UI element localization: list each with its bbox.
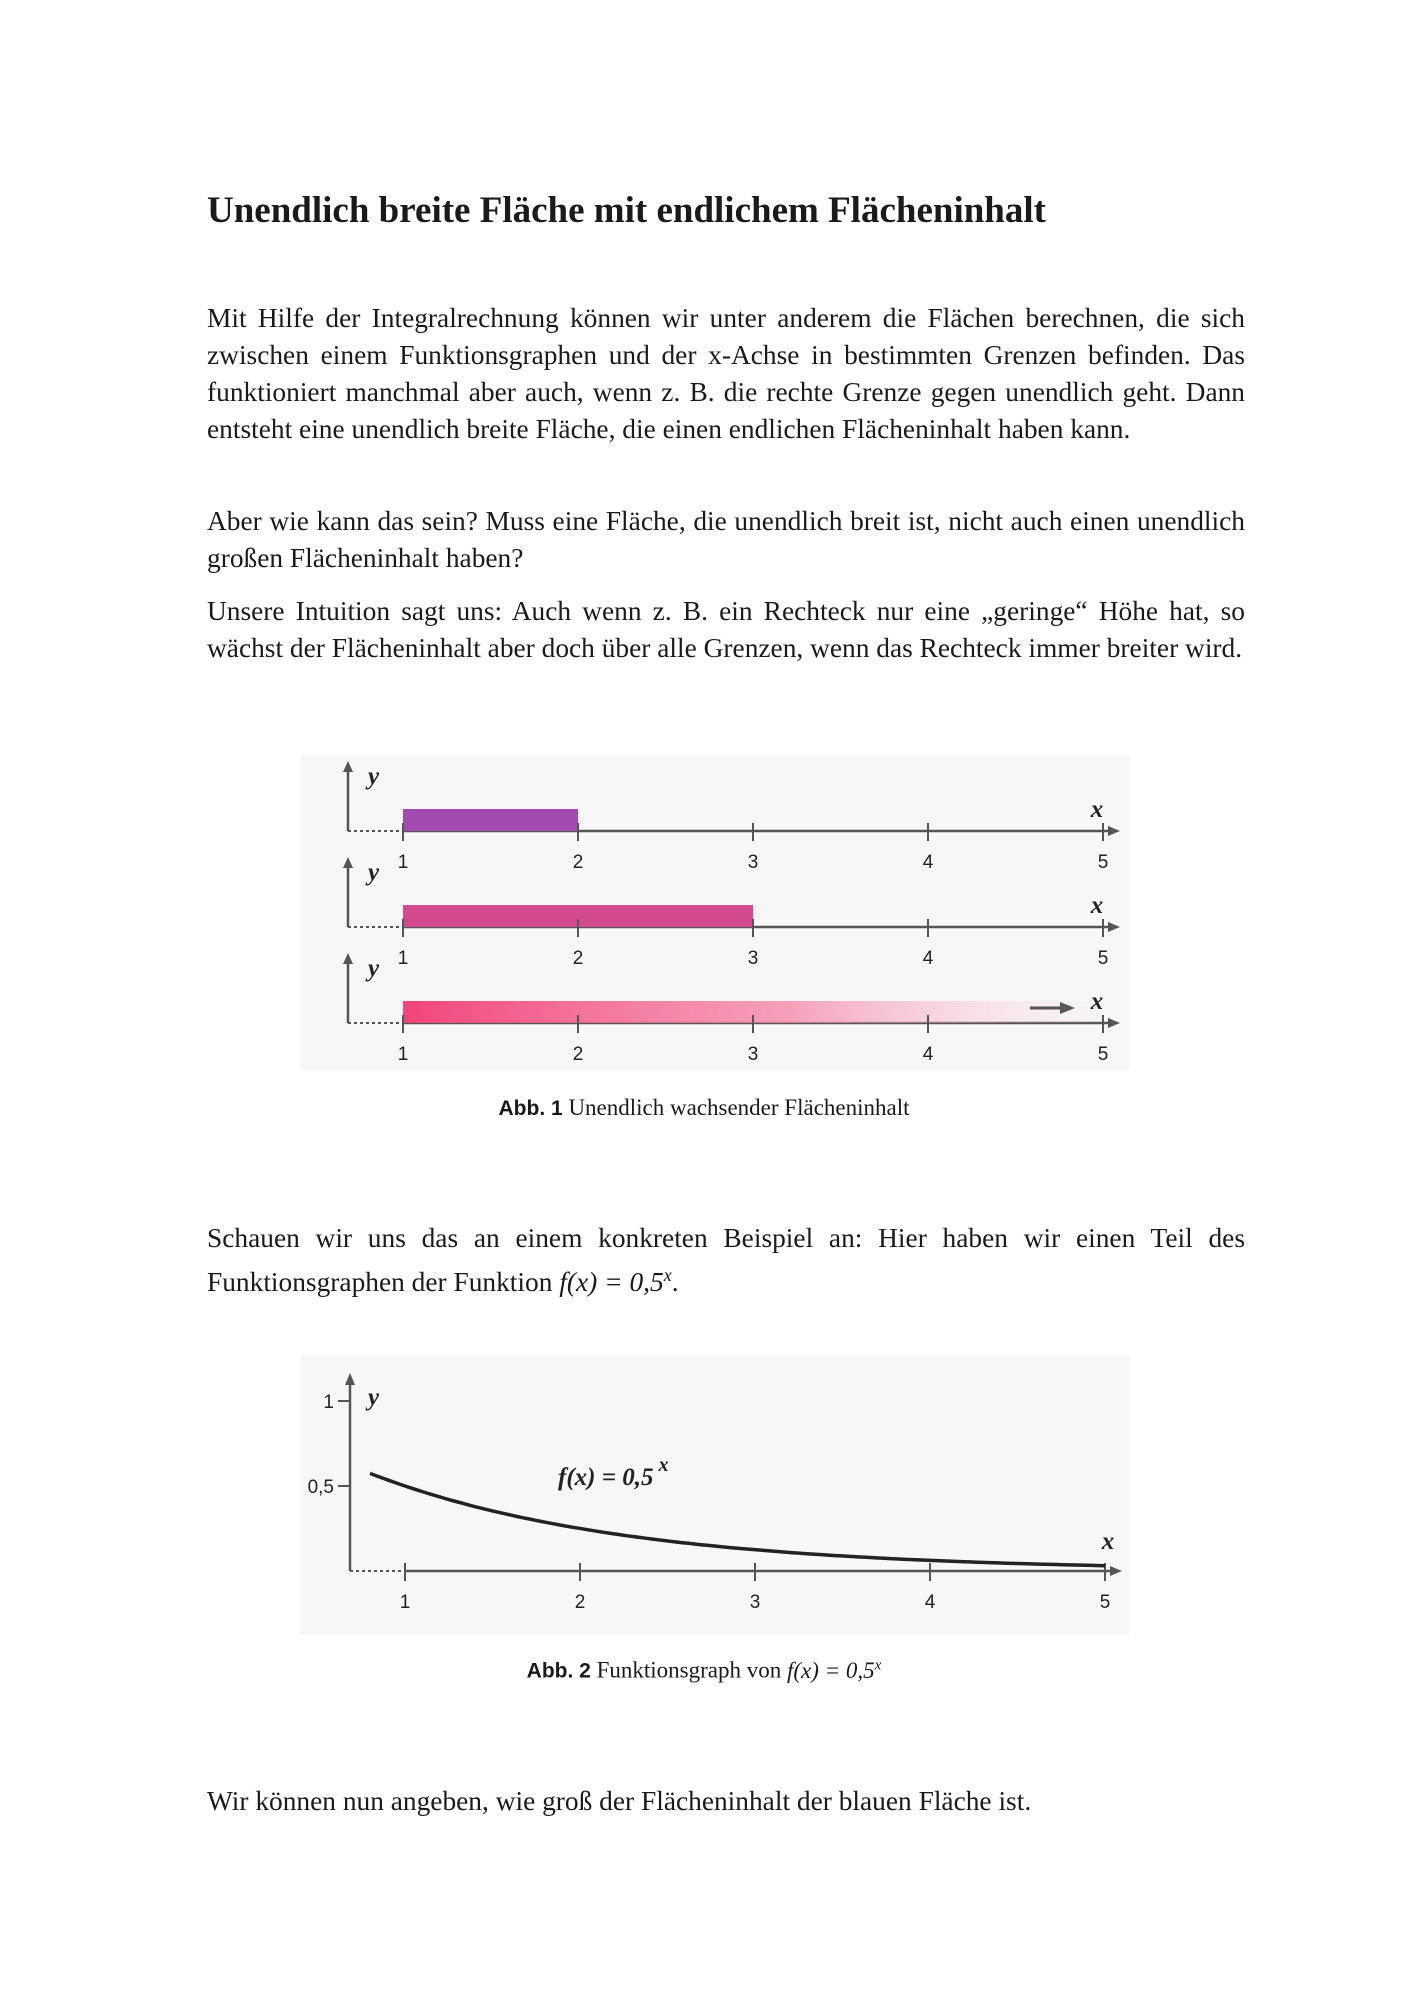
inline-formula xyxy=(559,1267,671,1297)
x-tick-label: 5 xyxy=(1097,1044,1109,1065)
inline-formula-base: f(x) = 0,5 xyxy=(559,1267,664,1298)
figure-2-caption-formula-base: f(x) = 0,5 xyxy=(786,1657,875,1683)
x-tick-label: 2 xyxy=(572,1044,584,1065)
x-tick-label: 5 xyxy=(1097,852,1109,873)
paragraph-conclusion: Wir können nun angeben, wie groß der Flächeninhalt der blauen Fläche ist. xyxy=(207,1786,1032,1816)
x-tick-label: 4 xyxy=(924,1592,936,1613)
figure-2-background xyxy=(300,1355,1130,1635)
y-tick-label: 1 xyxy=(323,1392,334,1413)
paragraph-intuition: Unsere Intuition sagt uns: Auch wenn z. B. ein Rechteck nur eine „geringe“ Höhe hat, so wächst der Flächeninhalt aber doch über alle Grenzen, wenn das Rechteck immer breiter wird. xyxy=(207,596,1245,663)
x-tick-label: 4 xyxy=(922,948,934,969)
x-axis-label: x xyxy=(1090,796,1104,823)
figure-2-caption-text: Funktionsgraph von xyxy=(596,1657,782,1683)
x-tick-label: 3 xyxy=(747,948,759,969)
figure-2-caption-formula-exponent: x xyxy=(874,1657,882,1673)
paragraph-example-text: Schauen wir uns das an einem konkreten Beispiel an: Hier haben wir einen Teil des Funktionsgraphen der Funktion xyxy=(207,1223,1245,1298)
figure-1-caption xyxy=(0,1095,1408,1121)
x-tick-label: 2 xyxy=(574,1592,586,1613)
y-axis-label: y xyxy=(368,859,380,886)
x-tick-label: 1 xyxy=(397,852,409,873)
paragraph-example xyxy=(207,1220,1245,1301)
y-tick-label: 0,5 xyxy=(307,1477,334,1498)
figure-2-function-graph xyxy=(300,1355,1130,1635)
figure-1-caption-label: Abb. 1 xyxy=(498,1097,563,1120)
x-tick-label: 1 xyxy=(397,948,409,969)
figure-1-rectangles xyxy=(300,755,1130,1070)
x-tick-label: 5 xyxy=(1097,948,1109,969)
x-tick-label: 5 xyxy=(1099,1592,1111,1613)
function-label-base: f(x) = 0,5 xyxy=(558,1464,654,1491)
figure-2-caption-label: Abb. 2 xyxy=(526,1659,591,1683)
figure-1-caption-text: Unendlich wachsender Flächeninhalt xyxy=(568,1095,910,1120)
paragraph-question: Aber wie kann das sein? Muss eine Fläche, die unendlich breit ist, nicht auch einen unendlich großen Flächeninhalt haben? xyxy=(207,506,1245,573)
x-tick-label: 1 xyxy=(397,1044,409,1065)
figure-2-caption-formula xyxy=(787,1658,881,1683)
figure-2-caption xyxy=(0,1657,1408,1684)
x-axis-label: x xyxy=(1090,892,1104,919)
x-tick-label: 2 xyxy=(572,852,584,873)
x-axis-label: x xyxy=(1101,1528,1115,1555)
x-tick-label: 2 xyxy=(572,948,584,969)
x-tick-label: 4 xyxy=(922,852,934,873)
x-axis-label: x xyxy=(1090,988,1104,1015)
y-axis-label: y xyxy=(368,955,380,982)
y-axis-label: y xyxy=(368,763,380,790)
x-tick-label: 1 xyxy=(399,1592,411,1613)
document-title: Unendlich breite Fläche mit endlichem Flächeninhalt xyxy=(207,190,1046,231)
figure-1-bar-1 xyxy=(403,809,578,831)
paragraph-example-end: . xyxy=(671,1267,679,1298)
inline-formula-exponent: x xyxy=(663,1265,672,1285)
paragraph-intro: Mit Hilfe der Integralrechnung können wir unter anderem die Flächen berechnen, die sich zwischen einem Funktionsgraphen und der x-Achse in bestimmten Grenzen befinden. Das funktioniert manchmal aber auch, wenn z. B. die rechte Grenze gegen unendlich geht. Dann entsteht eine unendlich breite Fläche, die einen endlichen Flächeninhalt haben kann. xyxy=(207,303,1245,444)
x-tick-label: 3 xyxy=(749,1592,761,1613)
x-tick-label: 3 xyxy=(747,1044,759,1065)
function-label-exponent: x xyxy=(658,1454,669,1476)
x-tick-label: 3 xyxy=(747,852,759,873)
y-axis-label: y xyxy=(368,1384,380,1411)
x-tick-label: 4 xyxy=(922,1044,934,1065)
